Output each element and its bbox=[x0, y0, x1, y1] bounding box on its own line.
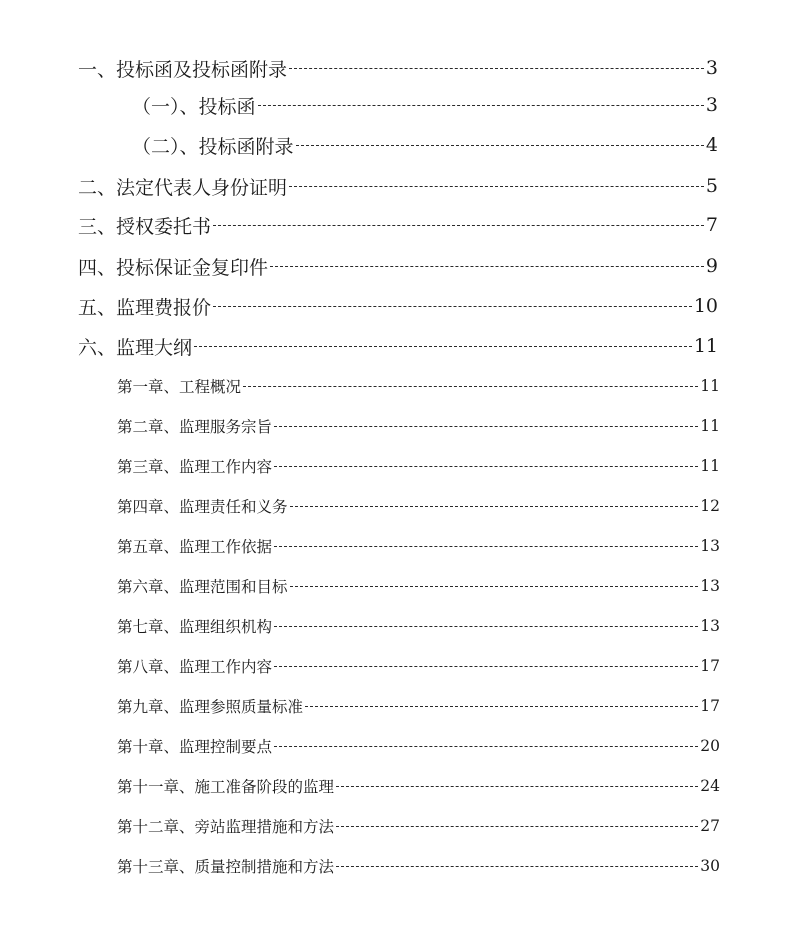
toc-entry[interactable] bbox=[117, 813, 720, 839]
toc-leader-line bbox=[336, 866, 698, 867]
toc-entry[interactable] bbox=[78, 331, 718, 361]
toc-entry-title: 第十三章、质量控制措施和方法 bbox=[117, 858, 335, 876]
toc-entry-title: 一、投标函及投标函附录 bbox=[78, 58, 288, 81]
toc-entry-title: 第四章、监理责任和义务 bbox=[117, 498, 288, 516]
toc-entry[interactable] bbox=[117, 773, 720, 799]
toc-entry-title: 第二章、监理服务宗旨 bbox=[117, 418, 273, 436]
toc-entry-page: 11 bbox=[700, 457, 720, 475]
toc-leader-line bbox=[274, 546, 698, 547]
toc-leader-line bbox=[305, 706, 698, 707]
toc-entry-title: 四、投标保证金复印件 bbox=[78, 256, 269, 279]
toc-leader-line bbox=[270, 266, 704, 267]
toc-entry-title: 第十一章、施工准备阶段的监理 bbox=[117, 778, 335, 796]
toc-entry[interactable] bbox=[132, 130, 718, 160]
toc-entry[interactable] bbox=[117, 533, 720, 559]
toc-leader-line bbox=[274, 666, 698, 667]
toc-entry[interactable] bbox=[117, 373, 720, 399]
toc-entry-title: （一）、投标函 bbox=[132, 95, 256, 118]
toc-entry-title: 五、监理费报价 bbox=[78, 296, 212, 319]
toc-leader-line bbox=[194, 346, 692, 347]
toc-entry-title: 第十章、监理控制要点 bbox=[117, 738, 273, 756]
toc-entry-page: 3 bbox=[705, 57, 718, 79]
toc-entry-title: 第九章、监理参照质量标准 bbox=[117, 698, 304, 716]
toc-leader-line bbox=[274, 626, 698, 627]
toc-entry-page: 10 bbox=[693, 295, 718, 317]
toc-entry-title: 二、法定代表人身份证明 bbox=[78, 176, 288, 199]
toc-entry-page: 4 bbox=[705, 134, 718, 156]
toc-entry-page: 7 bbox=[705, 214, 718, 236]
toc-entry[interactable] bbox=[117, 733, 720, 759]
toc-entry-title: 第六章、监理范围和目标 bbox=[117, 578, 288, 596]
toc-entry-page: 11 bbox=[693, 335, 718, 357]
toc-leader-line bbox=[274, 466, 698, 467]
toc-entry-page: 11 bbox=[700, 377, 720, 395]
toc-entry-page: 12 bbox=[700, 497, 720, 515]
toc-entry-page: 13 bbox=[700, 577, 720, 595]
toc-leader-line bbox=[274, 426, 698, 427]
toc-entry[interactable] bbox=[117, 613, 720, 639]
toc-leader-line bbox=[296, 145, 704, 146]
toc-entry-title: 第八章、监理工作内容 bbox=[117, 658, 273, 676]
toc-leader-line bbox=[290, 586, 699, 587]
toc-leader-line bbox=[336, 826, 698, 827]
toc-entry-page: 11 bbox=[700, 417, 720, 435]
toc-entry[interactable] bbox=[78, 291, 718, 321]
toc-entry[interactable] bbox=[117, 493, 720, 519]
toc-entry-title: 第一章、工程概况 bbox=[117, 378, 242, 396]
toc-leader-line bbox=[243, 386, 698, 387]
toc-entry[interactable] bbox=[117, 453, 720, 479]
toc-entry-page: 17 bbox=[700, 657, 720, 675]
toc-entry[interactable] bbox=[78, 171, 718, 201]
toc-leader-line bbox=[289, 68, 704, 69]
toc-entry-page: 3 bbox=[705, 94, 718, 116]
toc-entry[interactable] bbox=[117, 853, 720, 879]
toc-entry[interactable] bbox=[78, 53, 718, 83]
toc-entry-title: 三、授权委托书 bbox=[78, 215, 212, 238]
toc-entry-page: 24 bbox=[700, 777, 720, 795]
toc-entry-page: 13 bbox=[700, 617, 720, 635]
toc-leader-line bbox=[289, 186, 704, 187]
toc-entry-page: 27 bbox=[700, 817, 720, 835]
toc-leader-line bbox=[258, 105, 704, 106]
toc-entry[interactable] bbox=[78, 210, 718, 240]
toc-entry-page: 20 bbox=[700, 737, 720, 755]
toc-entry-title: 第三章、监理工作内容 bbox=[117, 458, 273, 476]
toc-entry-page: 30 bbox=[700, 857, 720, 875]
toc-entry-title: 六、监理大纲 bbox=[78, 336, 193, 359]
toc-entry[interactable] bbox=[78, 251, 718, 281]
toc-entry-page: 13 bbox=[700, 537, 720, 555]
toc-leader-line bbox=[213, 225, 704, 226]
toc-leader-line bbox=[290, 506, 699, 507]
toc-leader-line bbox=[274, 746, 698, 747]
toc-leader-line bbox=[213, 306, 692, 307]
toc-entry-page: 5 bbox=[705, 175, 718, 197]
toc-entry[interactable] bbox=[117, 413, 720, 439]
toc-entry-title: 第七章、监理组织机构 bbox=[117, 618, 273, 636]
toc-entry-title: （二）、投标函附录 bbox=[132, 135, 294, 158]
toc-entry-page: 17 bbox=[700, 697, 720, 715]
toc-entry[interactable] bbox=[117, 653, 720, 679]
toc-entry-page: 9 bbox=[705, 255, 718, 277]
toc-entry[interactable] bbox=[117, 573, 720, 599]
toc-entry-title: 第五章、监理工作依据 bbox=[117, 538, 273, 556]
toc-leader-line bbox=[336, 786, 698, 787]
toc-entry[interactable] bbox=[132, 90, 718, 120]
toc-entry-title: 第十二章、旁站监理措施和方法 bbox=[117, 818, 335, 836]
toc-entry[interactable] bbox=[117, 693, 720, 719]
